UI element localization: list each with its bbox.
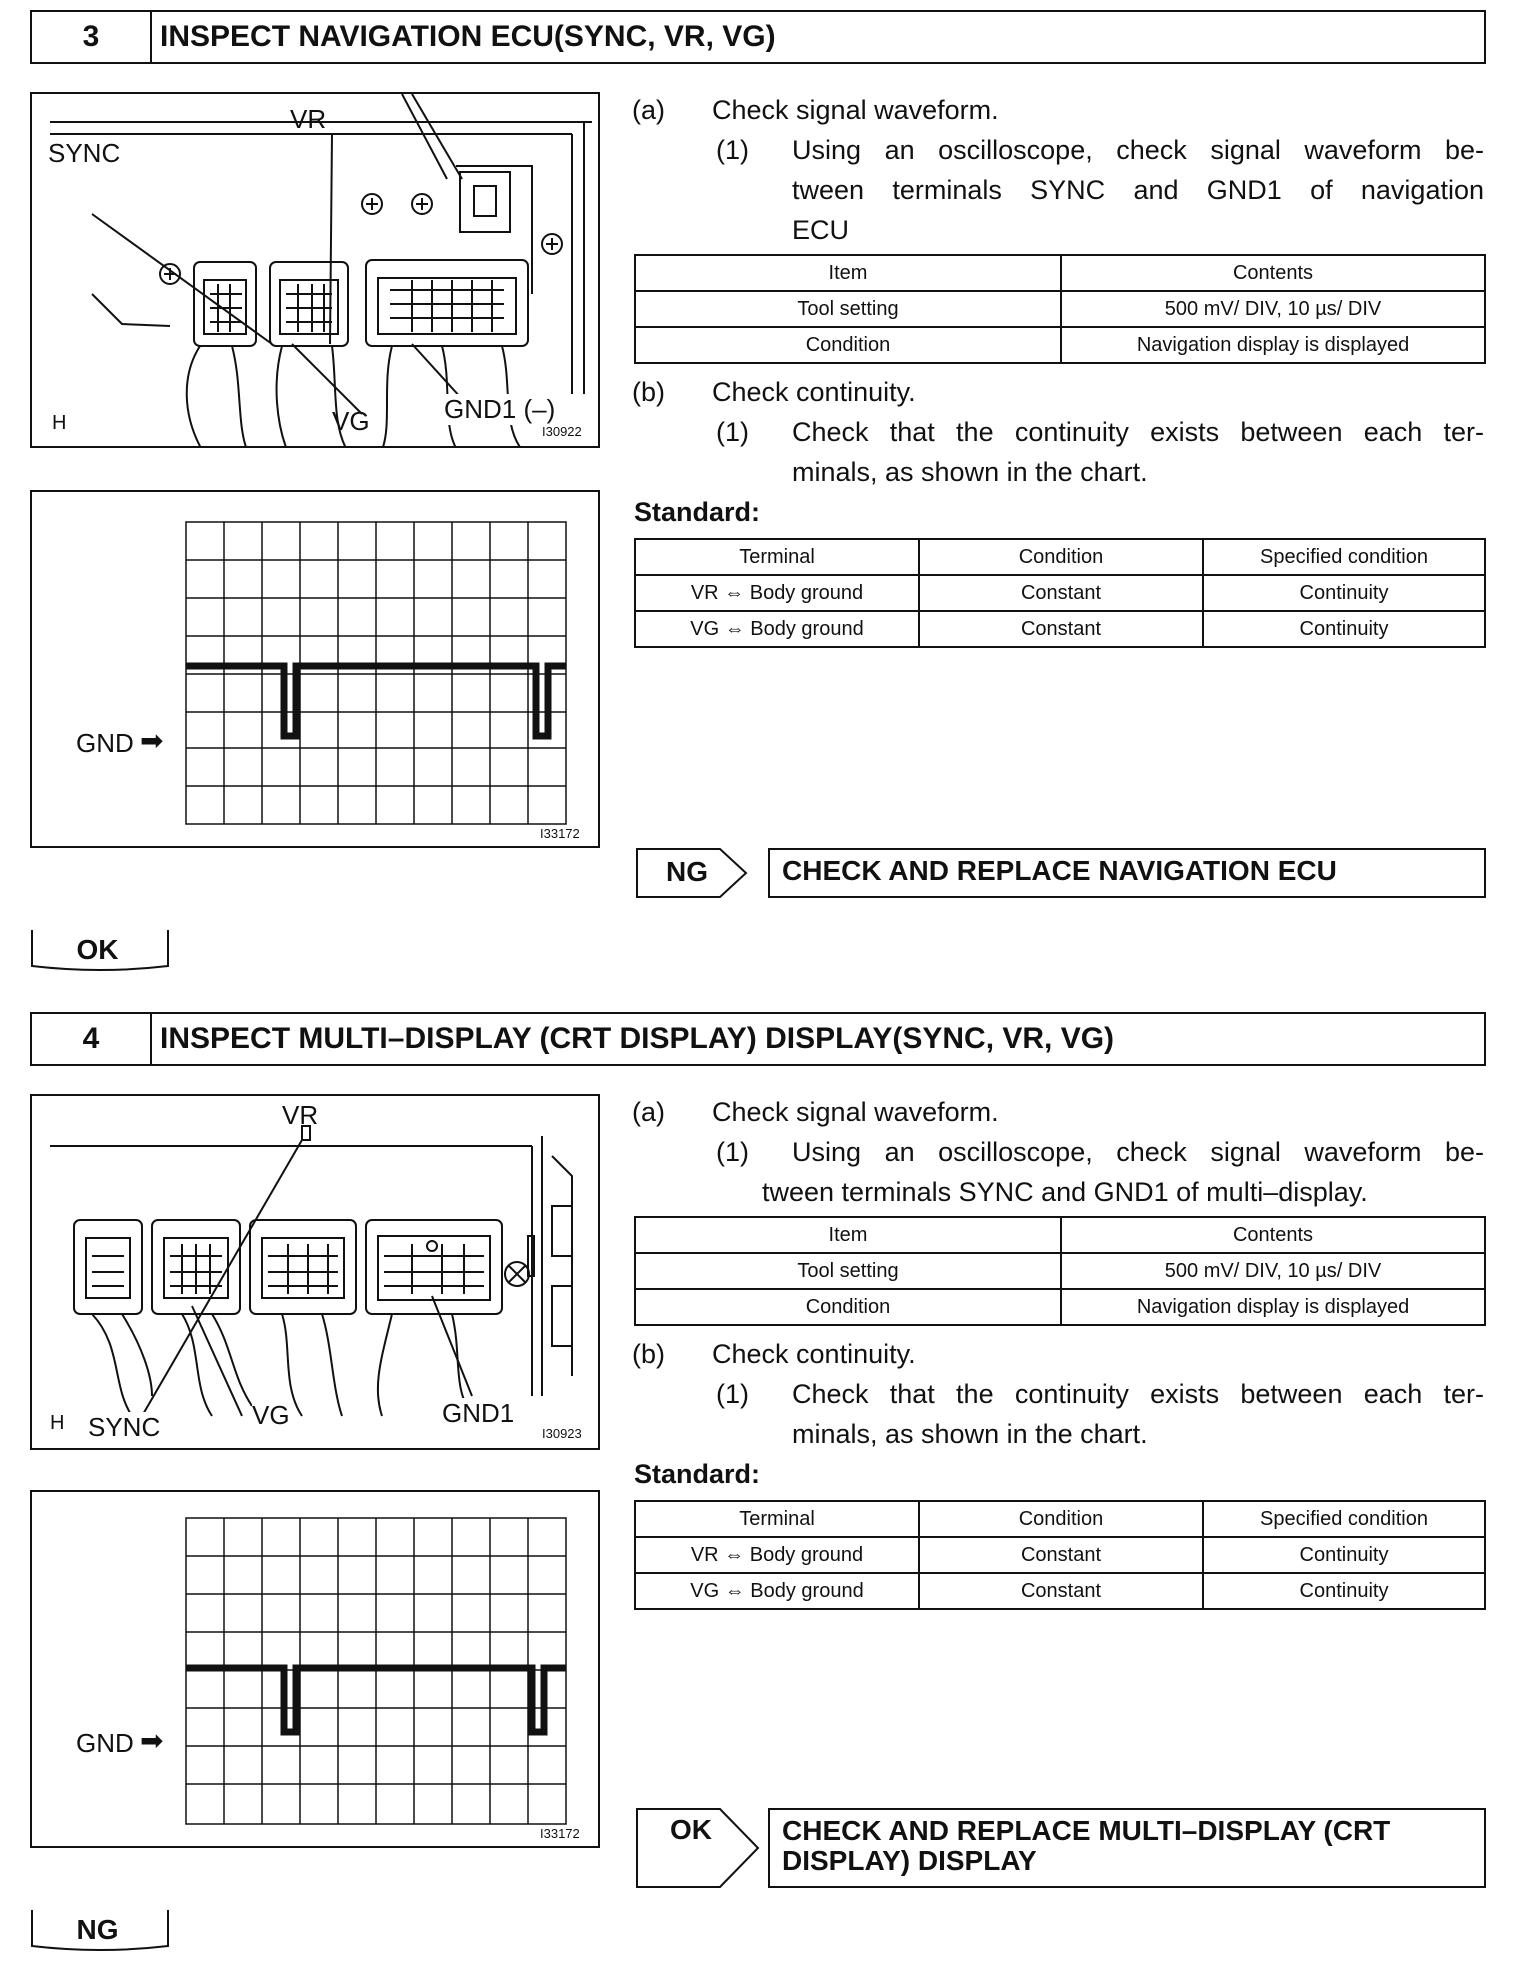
table-cell: Navigation display is displayed — [1061, 327, 1485, 363]
table-cell: Constant — [919, 575, 1203, 611]
connector-illustration — [32, 1096, 600, 1450]
sync-label: SYNC — [48, 138, 121, 168]
table-row — [635, 1573, 1485, 1609]
header-cell: Specified condition — [1203, 539, 1485, 575]
header-cell: Terminal — [635, 539, 919, 575]
result-text-line2: DISPLAY) DISPLAY — [782, 1845, 1037, 1876]
step-b1-line1: Check that the continuity exists between each ter- — [792, 1379, 1484, 1409]
figure-code: I30922 — [542, 424, 582, 439]
vr-label: VR — [282, 1100, 319, 1130]
ng-arrow-tag — [636, 848, 766, 898]
table-cell: Constant — [919, 611, 1203, 647]
gnd1-label: GND1 — [442, 1398, 515, 1428]
waveform-multi-display — [30, 1490, 600, 1848]
table-cell: Constant — [919, 1573, 1203, 1609]
step-b1-line1: Check that the continuity exists between each ter- — [792, 417, 1484, 447]
step-a1-line1: Using an oscilloscope, check signal waveform be- — [792, 1137, 1484, 1167]
section-title: INSPECT NAVIGATION ECU(SYNC, VR, VG) — [160, 20, 776, 53]
ok-flow-tab — [30, 928, 170, 976]
step-a1-num: (1) — [716, 135, 749, 165]
connector-diagram-multi-display — [30, 1094, 600, 1450]
oscilloscope-grid — [32, 1492, 600, 1848]
ok-arrow-tag — [636, 1808, 766, 1888]
step-a1-line3: ECU — [792, 215, 850, 245]
header-cell: Item — [635, 255, 1061, 291]
standard-label: Standard: — [634, 1459, 761, 1489]
tool-setting-table — [634, 1216, 1486, 1326]
step-a-letter: (a) — [632, 95, 665, 125]
table-row — [635, 291, 1485, 327]
waveform-nav-ecu — [30, 490, 600, 848]
table-row — [635, 611, 1485, 647]
h-label: H — [50, 1412, 65, 1434]
tool-setting-table — [634, 254, 1486, 364]
sync-label: SYNC — [88, 1412, 161, 1442]
table-cell: VR ⇔ Body ground — [635, 1537, 919, 1573]
continuity-table — [634, 1500, 1486, 1610]
table-cell: Condition — [635, 327, 1061, 363]
step-b1-line2: minals, as shown in the chart. — [792, 457, 1148, 487]
step-b-letter: (b) — [632, 1339, 665, 1369]
table-cell: VG ⇔ Body ground — [635, 1573, 919, 1609]
step-a1-num: (1) — [716, 1137, 749, 1167]
table-cell: Navigation display is displayed — [1061, 1289, 1485, 1325]
oscilloscope-grid — [32, 492, 600, 848]
step-b-letter: (b) — [632, 377, 665, 407]
table-cell: Tool setting — [635, 291, 1061, 327]
header-cell: Condition — [919, 539, 1203, 575]
step-b1-num: (1) — [716, 1379, 749, 1409]
section-4-header — [30, 1012, 1486, 1066]
table-cell: Continuity — [1203, 1573, 1485, 1609]
standard-label: Standard: — [634, 497, 761, 527]
step-b-text: Check continuity. — [712, 1339, 916, 1369]
header-cell: Terminal — [635, 1501, 919, 1537]
step-b1-line2: minals, as shown in the chart. — [792, 1419, 1148, 1449]
header-cell: Contents — [1061, 255, 1485, 291]
ng-flow-tab — [30, 1908, 170, 1956]
gnd-label: GND — [76, 728, 134, 758]
table-row — [635, 327, 1485, 363]
table-header-row — [635, 1217, 1485, 1253]
table-cell: VR ⇔ Body ground — [635, 575, 919, 611]
table-cell: 500 mV/ DIV, 10 µs/ DIV — [1061, 291, 1485, 327]
figure-code: I33172 — [540, 1826, 580, 1841]
ok-flow-label: OK — [76, 934, 119, 965]
step-a1-line1: Using an oscilloscope, check signal waveform be- — [792, 135, 1484, 165]
result-text: CHECK AND REPLACE NAVIGATION ECU — [782, 855, 1337, 886]
figure-code: I33172 — [540, 826, 580, 841]
ok-tag-label: OK — [670, 1814, 712, 1845]
table-cell: Continuity — [1203, 1537, 1485, 1573]
step-a1-line2: tween terminals SYNC and GND1 of navigation — [792, 175, 1484, 205]
continuity-table — [634, 538, 1486, 648]
gnd-label: GND — [76, 1728, 134, 1758]
vg-label: VG — [252, 1400, 290, 1430]
header-cell: Condition — [919, 1501, 1203, 1537]
section-3-header — [30, 10, 1486, 64]
section-number: 3 — [32, 12, 152, 62]
section-title: INSPECT MULTI–DISPLAY (CRT DISPLAY) DISPLAY(SYNC, VR, VG) — [160, 1022, 1115, 1055]
step-a-letter: (a) — [632, 1097, 665, 1127]
table-cell: Tool setting — [635, 1253, 1061, 1289]
table-header-row — [635, 1501, 1485, 1537]
header-cell: Item — [635, 1217, 1061, 1253]
table-cell: Continuity — [1203, 575, 1485, 611]
table-header-row — [635, 255, 1485, 291]
table-cell: Constant — [919, 1537, 1203, 1573]
figure-code: I30923 — [542, 1426, 582, 1441]
h-label: H — [52, 412, 67, 434]
vr-label: VR — [290, 104, 327, 134]
step-a-text: Check signal waveform. — [712, 1097, 999, 1127]
table-cell: Continuity — [1203, 611, 1485, 647]
ng-flow-label: NG — [76, 1914, 119, 1945]
table-row — [635, 1537, 1485, 1573]
step-a1-line2: tween terminals SYNC and GND1 of multi–display. — [762, 1177, 1368, 1207]
header-cell: Contents — [1061, 1217, 1485, 1253]
right-arrow-icon: ➡ — [140, 1725, 164, 1756]
ok-result-box — [768, 1808, 1486, 1888]
step-b-text: Check continuity. — [712, 377, 916, 407]
table-row — [635, 1253, 1485, 1289]
table-cell: Condition — [635, 1289, 1061, 1325]
table-cell: VG ⇔ Body ground — [635, 611, 919, 647]
table-row — [635, 1289, 1485, 1325]
step-a-text: Check signal waveform. — [712, 95, 999, 125]
right-arrow-icon: ➡ — [140, 725, 164, 756]
result-text-line1: CHECK AND REPLACE MULTI–DISPLAY (CRT — [782, 1815, 1391, 1846]
table-header-row — [635, 539, 1485, 575]
ng-result-box — [768, 848, 1486, 898]
table-cell: 500 mV/ DIV, 10 µs/ DIV — [1061, 1253, 1485, 1289]
section-number: 4 — [32, 1014, 152, 1064]
step-b1-num: (1) — [716, 417, 749, 447]
table-row — [635, 575, 1485, 611]
ng-tag-label: NG — [666, 856, 708, 887]
vg-label: VG — [332, 406, 370, 436]
gnd1-label: GND1 (–) — [444, 394, 556, 424]
connector-diagram-nav-ecu — [30, 92, 600, 448]
header-cell: Specified condition — [1203, 1501, 1485, 1537]
